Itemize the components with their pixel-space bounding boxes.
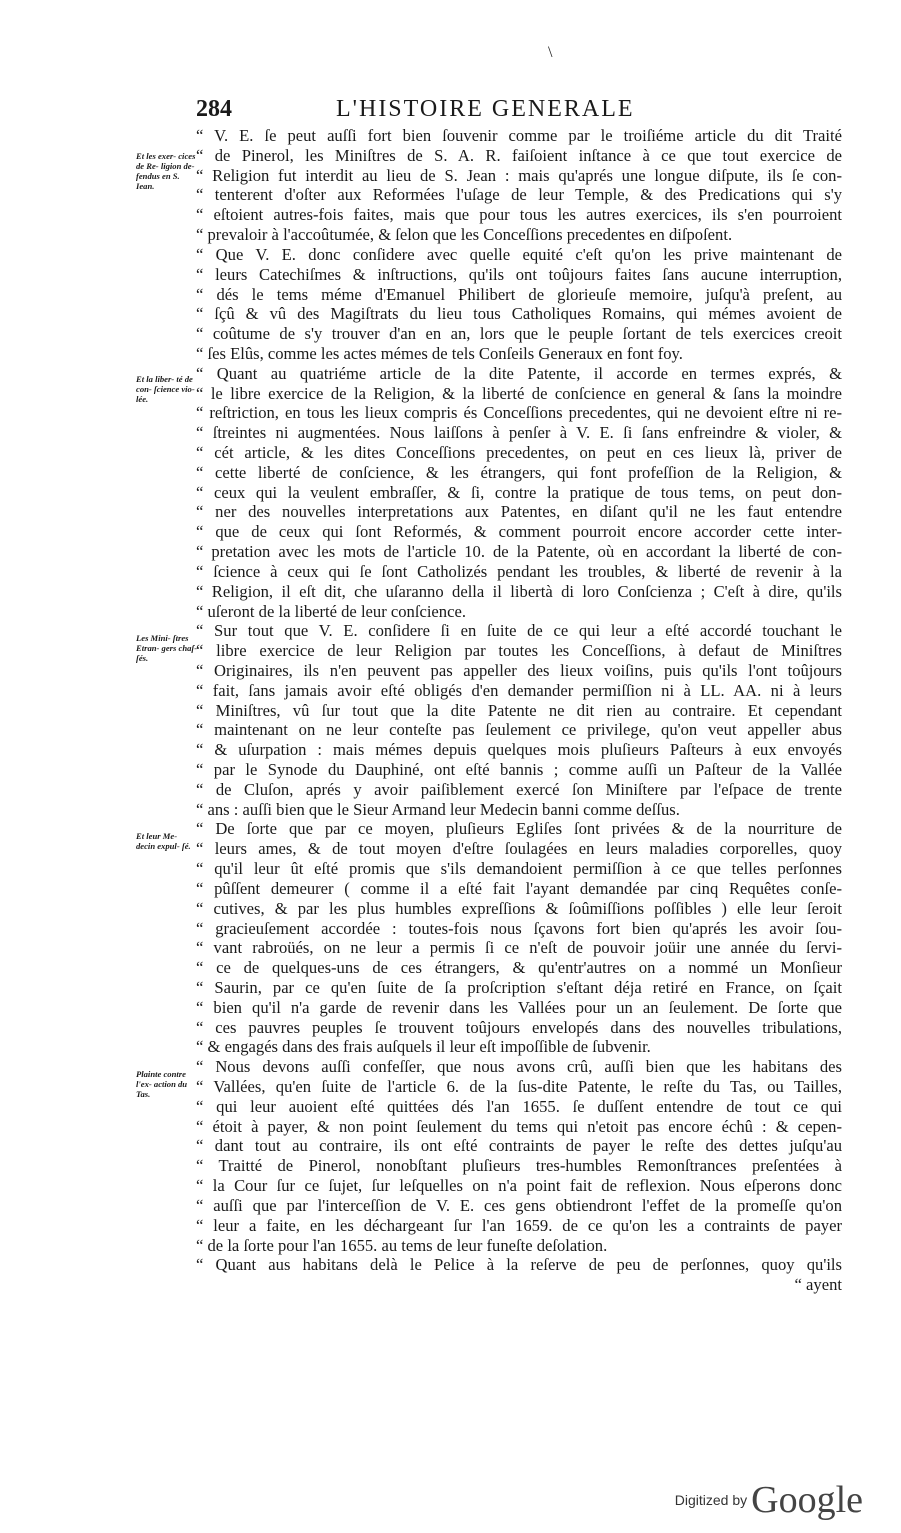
text-line: “ ans : auſſi bien que le Sieur Armand leur Medecin banni comme deſſus.	[196, 799, 680, 819]
text-line: “ par le Synode du Dauphiné, ont eſté bannis ; comme auſſi un Paſteur de la Vallée	[196, 760, 842, 779]
text-line: “ gracieuſement accordée : toutes-fois nous ſçavons fort bien qu'aprés les avoir ſou-	[196, 918, 842, 938]
text-line: “ de Cluſon, aprés y avoir paiſiblement exercé ſon Miniſtere par l'eſpace de trente	[196, 779, 842, 799]
text-line: “ prevaloir à l'accoûtumée, & ſelon que les Conceſſions precedentes en diſpoſent.	[196, 225, 733, 245]
text-line: “ cutives, & par les plus humbles expreſſions & ſoûmiſſions poſſibles ) elle leur ſeroit	[196, 898, 842, 918]
text-line: “ ſçû & vû des Magiſtrats du lieu tous Catholiques Romains, qui mémes avoient de	[196, 304, 842, 324]
text-line: “ dant tout au contraire, ils ont eſté contraints de payer le reſte des dettes juſqu'au	[196, 1136, 842, 1156]
text-line: “ Sur tout que V. E. conſidere ſi en ſuite de ce qui leur a eſté accordé touchant le	[196, 621, 842, 641]
digitized-label: Digitized by	[674, 1492, 748, 1508]
text-line: “ vant rabroüés, on ne leur a permis ſi ce n'eſt de pouvoir joüir une année du ſervi-	[196, 938, 842, 958]
text-line: “ libre exercice de leur Religion par toutes les Conceſſions, à defaut de Miniſtres	[196, 641, 842, 661]
text-line: “ Nous devons auſſi confeſſer, que nous avons crû, auſſi bien que les habitans des	[196, 1057, 842, 1077]
text-line: “ la Cour ſur ce ſujet, ſur leſquelles on n'a point fait de reflexion. Nous eſperons donc	[196, 1176, 842, 1196]
text-line: “ cette liberté de conſcience, & les étrangers, qui font profeſſion de la Religion, &	[196, 462, 842, 482]
digitized-watermark	[675, 1478, 863, 1522]
text-line: “ De ſorte que par ce moyen, pluſieurs Egliſes ſont privées & de la nourriture de	[196, 819, 842, 839]
text-line: “ Que V. E. donc conſidere avec quelle equité c'eſt qu'on les prive maintenant de	[196, 244, 842, 264]
text-line: “ uſeront de la liberté de leur conſcience.	[196, 601, 466, 621]
text-line: “ reſtriction, en tous les lieux compris és Conceſſions precedentes, qui ne devoient eſtre ni re-	[196, 403, 842, 423]
text-line: “ de la ſorte pour l'an 1655. au tems de leur funeſte deſolation.	[196, 1235, 608, 1255]
text-line: “ pûſſent demeurer ( comme il a eſté fait l'ayant demandée par cinq Requêtes conſe-	[196, 878, 842, 898]
text-line: “ dés le tems méme d'Emanuel Philibert de glorieuſe memoire, juſqu'à preſent, au	[196, 284, 842, 304]
google-logo: Google	[751, 1479, 863, 1521]
text-line: “ Miniſtres, vû ſur tout que la dite Patente ne dit rien au contraire. Et cependant	[196, 700, 842, 720]
text-line: “ leurs ames, & de tout moyen d'eſtre ſoulagées en leurs maladies corporelles, quoy	[196, 839, 842, 859]
text-line: “ Vallées, qu'en ſuite de l'article 6. de la ſus-dite Patente, le reſte du Tas, ou Tailles,	[196, 1077, 842, 1096]
text-line: “ V. E. ſe peut auſſi fort bien ſouvenir comme par le troiſiéme article du dit Traité	[196, 126, 842, 145]
text-line: “ coûtume de s'y trouver d'an en an, lors que le peuple ſortant de tels exercices creoit	[196, 324, 842, 344]
text-line: “ ſcience à ceux qui ſe ſont Catholizés pendant les troubles, & liberté de revenir à la	[196, 561, 842, 581]
text-line: “ maintenant on ne leur conteſte pas ſeulement ce privilege, qu'on veut appeller abus	[196, 720, 842, 740]
text-line: “ eſtoient autres-fois faites, mais que pour tous les autres exercices, ils s'en pourroient	[196, 205, 842, 225]
page-number: 284	[196, 96, 232, 122]
stray-mark: \	[548, 44, 553, 61]
text-line: “ Religion fut interdit au lieu de S. Jean : mais qu'aprés une longue diſpute, ils ſe con-	[196, 165, 842, 185]
text-line: “ ce de quelques-uns de ces étrangers, & qu'entr'autres on a nommé un Monſieur	[196, 958, 842, 978]
text-line: “ pretation avec les mots de l'article 10. de la Patente, où en accordant la liberté de con-	[196, 542, 842, 562]
text-line: “ le libre exercice de la Religion, & la liberté de conſcience en general & ſans la moindre	[196, 383, 842, 403]
text-line: “ ſes Elûs, comme les actes mémes de tels Conſeils Generaux en font foy.	[196, 343, 683, 363]
text-line: “ leur a faite, en les déchargeant ſur l'an 1659. de ce qu'on les a contraints de payer	[196, 1215, 842, 1235]
margin-note: Et leur Me- decin expul- ſé.	[136, 831, 191, 851]
text-line: “ fait, ſans jamais avoir eſté obligés d'en demander permiſſion ni à LL. AA. ni à leurs	[196, 680, 842, 700]
text-line: “ bien qu'il n'a garde de revenir dans les Vallées pour un an ſeulement. De ſorte que	[196, 997, 842, 1017]
margin-note: Plainte contre l'ex- action du Tas.	[136, 1069, 188, 1099]
margin-note: Les Mini- ſtres Etran- gers chaſ- ſés.	[136, 633, 198, 663]
running-title: L'HISTOIRE GENERALE	[336, 96, 635, 122]
text-line: “ tenterent d'oſter aux Reformées l'uſage de leur Temple, & des Predications qui s'y	[196, 185, 842, 205]
margin-note: Et les exer- cices de Re- ligion de- fendus en S. Iean.	[136, 151, 196, 191]
text-line: “ Traitté de Pinerol, nonobſtant pluſieurs tres-humbles Remonſtrances preſentées à	[196, 1156, 842, 1176]
text-line: “ Saurin, par ce qu'en ſuite de ſa proſcription s'eſtant déja retiré en France, on ſçait	[196, 977, 842, 997]
text-line: “ ceux qui la veulent embraſſer, & ſi, contre la pratique de tous tems, on peut don-	[196, 482, 842, 502]
text-line: “ étoit à payer, & non point ſeulement du tems qui n'etoit pas encore échû : & cepen-	[196, 1116, 842, 1136]
text-line: “ qui leur auoient eſté quittées dés l'an 1655. ſe duſſent entendre de tout ce qui	[196, 1096, 842, 1116]
text-line: “ Originaires, ils n'en peuvent pas appeller des lieux voiſins, puis qu'ils l'ont toûjours	[196, 660, 842, 680]
body-text	[196, 126, 842, 1295]
text-line: “ auſſi que par l'interceſſion de V. E. ces gens obtiendront l'effet de la promeſſe qu'on	[196, 1195, 842, 1215]
text-line: “ Quant au quatriéme article de la dite Patente, il accorde en termes exprés, &	[196, 363, 842, 383]
text-line: “ ayent	[794, 1275, 842, 1295]
text-line: “ & uſurpation : mais mémes depuis quelques mois pluſieurs Paſteurs à eux envoyés	[196, 740, 842, 760]
text-line: “ Religion, il eſt dit, che uſaranno della il libertà di loro Conſcienza ; C'eſt à dire, qu'ils	[196, 581, 842, 601]
text-line: “ qu'il leur ût eſté promis que s'ils demandoient permiſſion à ce que telles perſonnes	[196, 859, 842, 879]
text-line: “ ſtreintes ni augmentées. Nous laiſſons à penſer à V. E. ſi ſans enfreindre & violer, &	[196, 423, 842, 443]
text-line: “ ces pauvres peuples ſe trouvent toûjours envelopés dans des nouvelles tribulations,	[196, 1017, 842, 1037]
margin-note: Et la liber- té de con- ſcience vio- lée.	[136, 374, 195, 404]
page-header	[196, 96, 846, 126]
text-line: “ cét article, & les dites Conceſſions precedentes, on peut en ces lieux là, priver de	[196, 443, 842, 462]
text-line: “ de Pinerol, les Miniſtres de S. A. R. faiſoient inſtance à ce que tout exercice de	[196, 145, 842, 165]
text-line: “ leurs Catechiſmes & inſtructions, qu'ils ont toûjours faites ſans aucune interruption,	[196, 264, 842, 284]
text-line: “ Quant aus habitans delà le Pelice à la reſerve de peu de perſonnes, quoy qu'ils	[196, 1255, 842, 1275]
text-line: “ que de ceux qui ſont Reformés, & comment pourroit encore accorder cette inter-	[196, 522, 842, 542]
text-line: “ & engagés dans des frais auſquels il leur eſt impoſſible de ſubvenir.	[196, 1037, 651, 1057]
text-line: “ ner des nouvelles interpretations aux Patentes, en diſant qu'il ne les faut entendre	[196, 502, 842, 522]
